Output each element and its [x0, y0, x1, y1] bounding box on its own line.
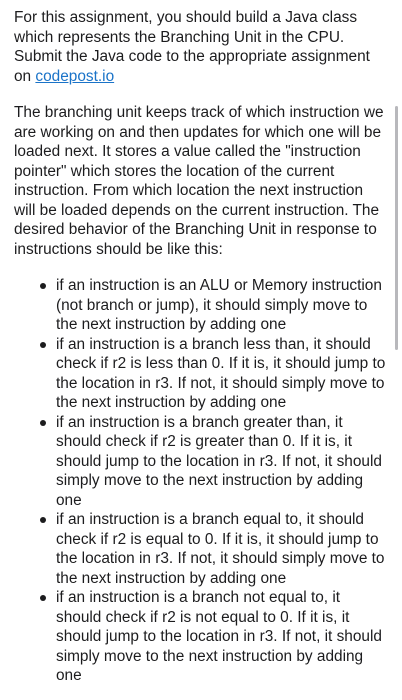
intro-text: For this assignment, you should build a Java class which represents the Branching Unit in the CPU. Submit the Java code to the appropriate assignment on [14, 9, 370, 85]
bullet-icon [40, 283, 46, 289]
vertical-scrollbar[interactable] [395, 106, 398, 350]
intro-paragraph [14, 8, 386, 86]
list-item [40, 335, 386, 413]
rules-list [14, 276, 386, 686]
bullet-icon [40, 420, 46, 426]
rule-text: if an instruction is a branch greater than, it should check if r2 is greater than 0. If it is, it should jump to the location in r3. If not, it should simply move to the next instruction by adding one [56, 413, 382, 509]
rule-text: if an instruction is an ALU or Memory instruction (not branch or jump), it should simply move to the next instruction by adding one [56, 277, 382, 333]
list-item [40, 276, 386, 335]
codepost-link[interactable]: codepost.io [35, 67, 115, 85]
bullet-icon [40, 595, 46, 601]
list-item [40, 413, 386, 511]
rule-text: if an instruction is a branch not equal to, it should check if r2 is not equal to 0. If it is, it should jump to the location in r3. If not, it should simply move to the next instruction by adding one [56, 589, 382, 684]
rule-text: if an instruction is a branch less than, it should check if r2 is less than 0. If it is, it should jump to the location in r3. If not, it should simply move to the next instruction by adding one [56, 335, 386, 411]
rule-text: if an instruction is a branch equal to, it should check if r2 is equal to 0. If it is, it should jump to the location in r3. If not, it should simply move to the next instruction by adding one [56, 511, 385, 587]
bullet-icon [40, 517, 46, 523]
list-item [40, 588, 386, 686]
list-item [40, 510, 386, 588]
description-paragraph: The branching unit keeps track of which instruction we are working on and then updates for which one will be loaded next. It stores a value called the "instruction pointer" which stores the location of the current instruction. From which location the next instruction will be loaded depends on the current instruction. The desired behavior of the Branching Unit in response to instructions should be like this: [14, 104, 384, 258]
bullet-icon [40, 342, 46, 348]
